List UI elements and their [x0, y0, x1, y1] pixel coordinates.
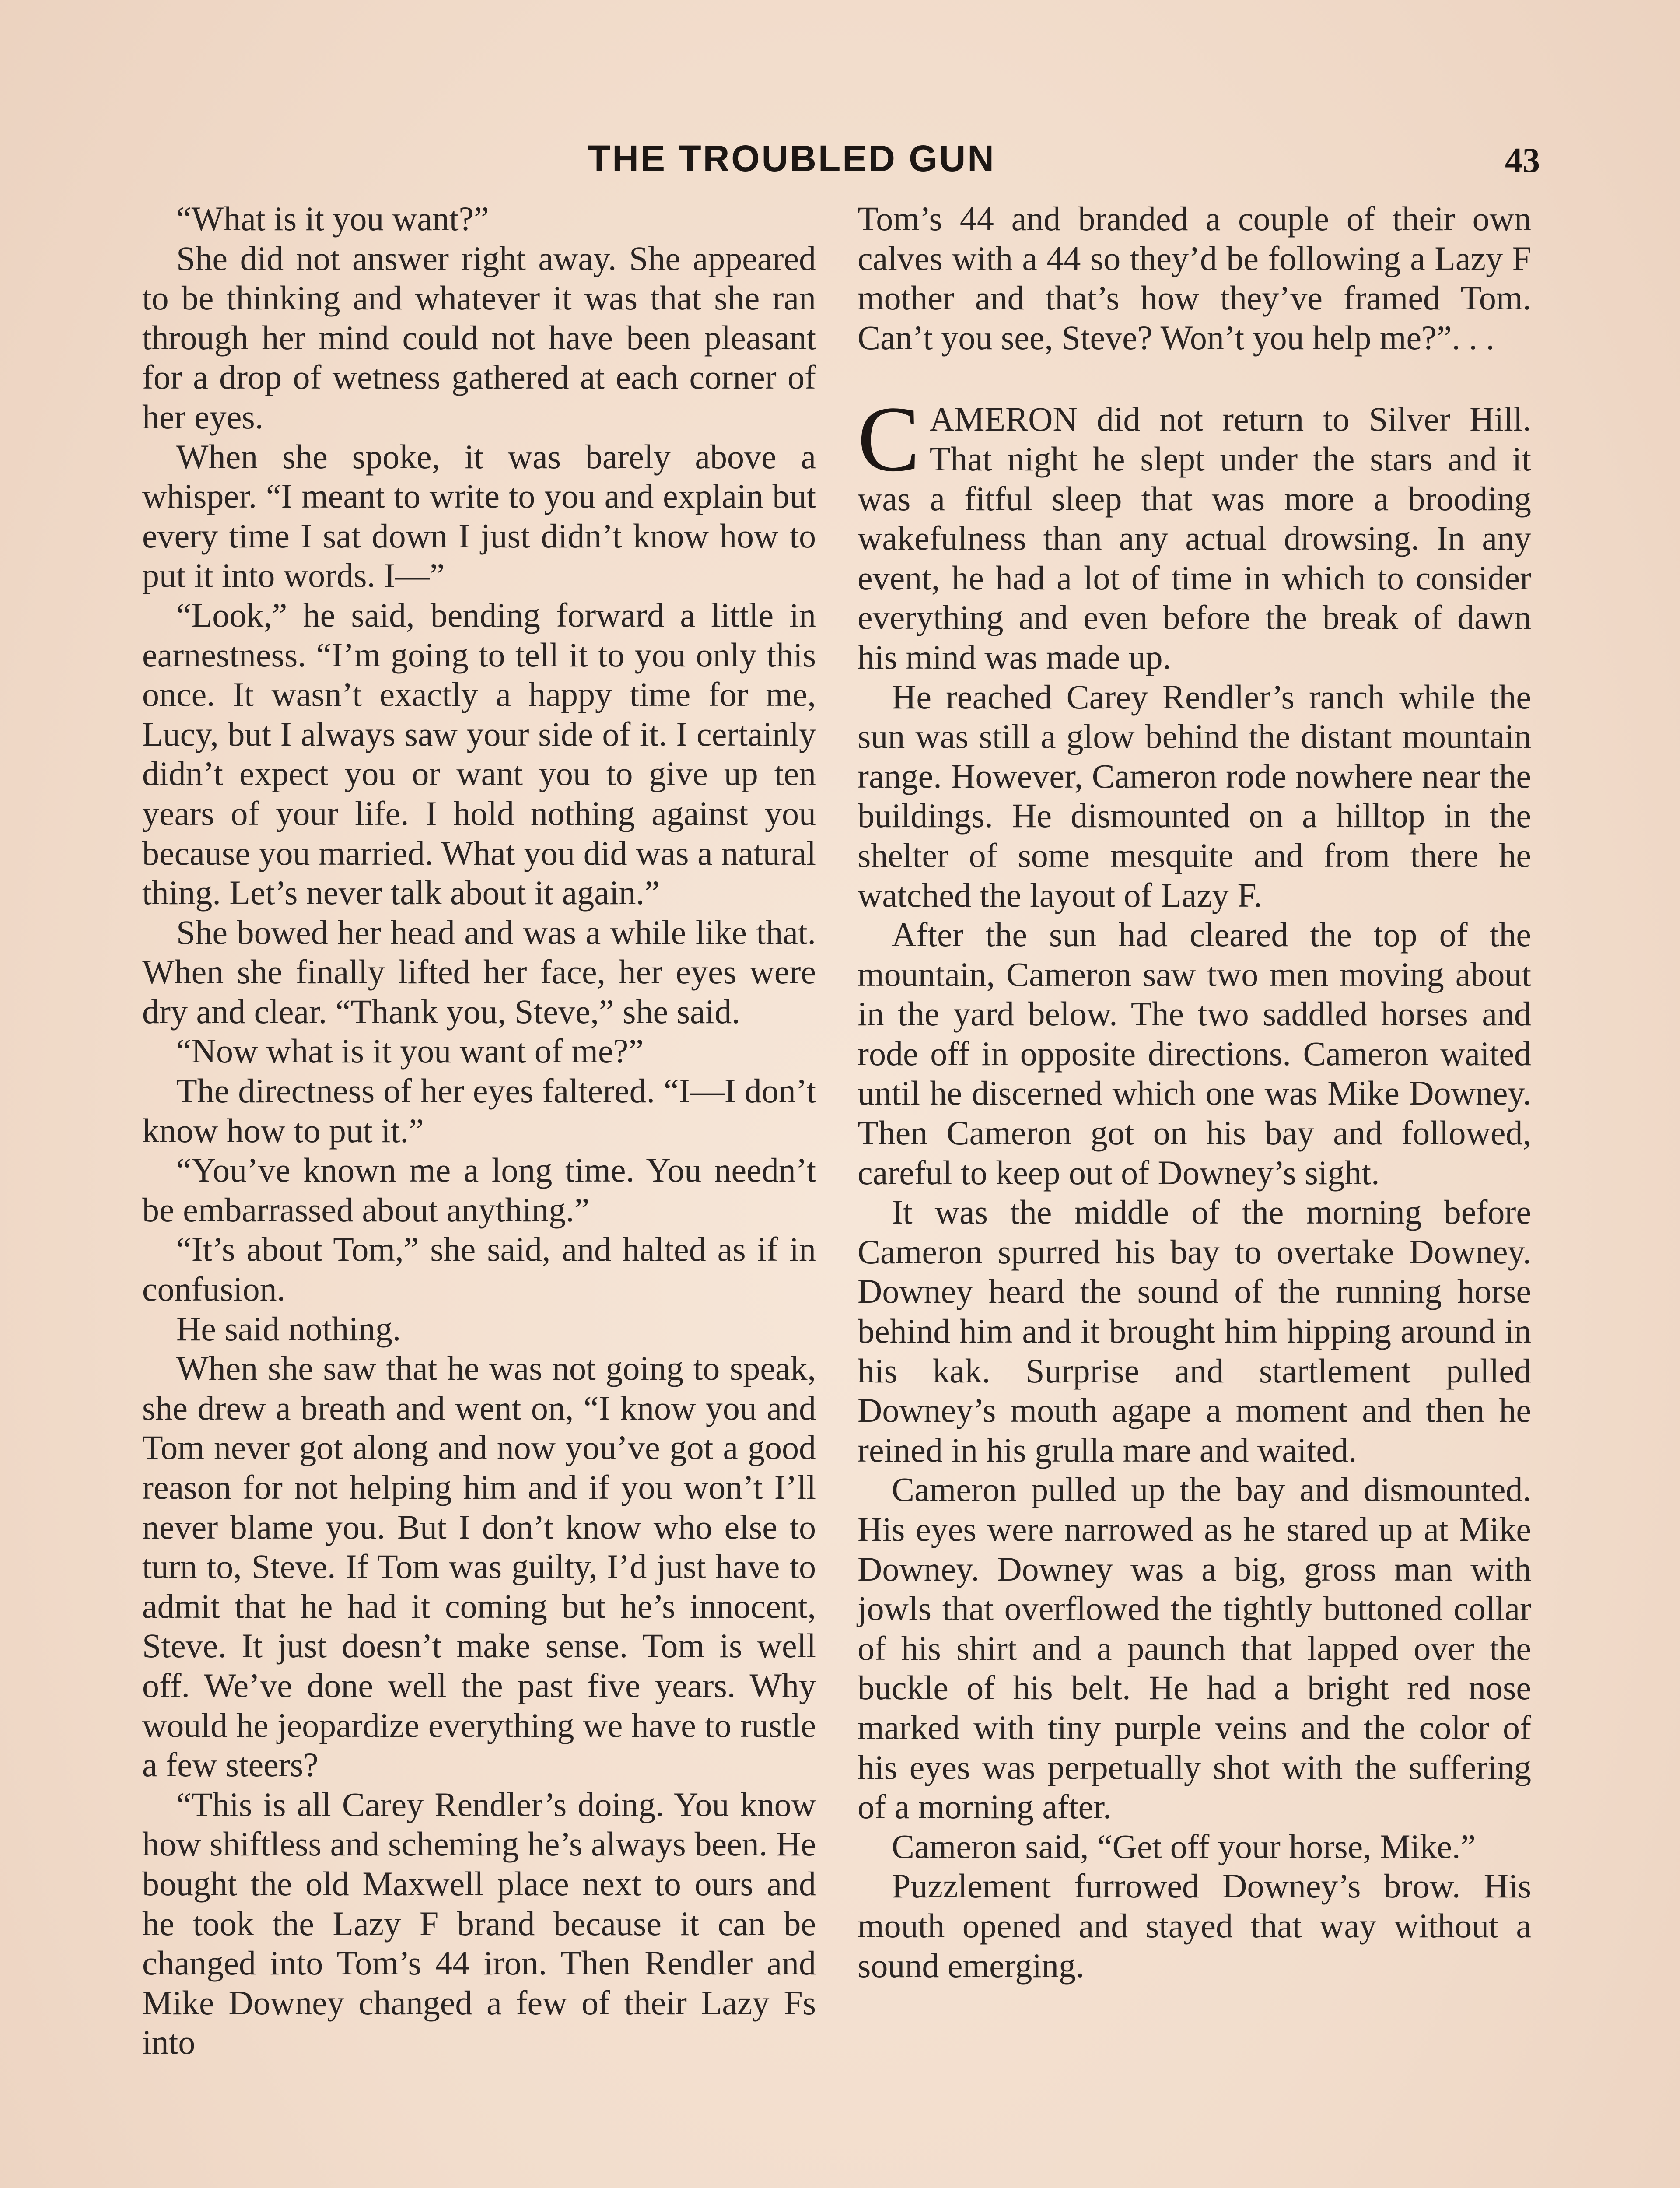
paragraph: “What is it you want?” [176, 200, 489, 238]
drop-cap: C [858, 387, 920, 491]
paragraph: “This is all Carey Rendler’s doing. You know how shiftless and scheming he’s always been. He bought the old Maxwell place next to ours and he took the Lazy F brand because it can be changed into Tom’s 44 iron. Then Rendler and Mike Downey changed a few of their Lazy Fs into [142, 1785, 816, 2062]
paragraph: Puzzlement furrowed Downey’s brow. His mouth opened and stayed that way without a sound emerging. [858, 1867, 1531, 1985]
paragraph: “You’ve known me a long time. You needn’t be embarrassed about anything.” [142, 1151, 816, 1229]
section-opening-paragraph [858, 387, 1531, 677]
paragraph: Cameron said, “Get off your horse, Mike.” [892, 1827, 1476, 1865]
paragraph: Cameron pulled up the bay and dismounted. His eyes were narrowed as he stared up at Mike Downey. Downey was a big, gross man with jowls that overflowed the tightly buttoned collar of his shirt and a paunch that lapped over the buckle of his belt. He had a bright red nose marked with tiny purple veins and the color of his eyes was perpetually shot with the suffering of a morning after. [858, 1470, 1531, 1826]
left-text-column [142, 199, 816, 2062]
paragraph: After the sun had cleared the top of the mountain, Cameron saw two men moving about in the yard below. The two saddled horses and rode off in opposite directions. Cameron waited until he discerned which one was Mike Downey. Then Cameron got on his bay and followed, careful to keep out of Downey’s sight. [858, 915, 1531, 1192]
paragraph: When she saw that he was not going to speak, she drew a breath and went on, “I know you and Tom never got along and now you’ve got a good reason for not helping him and if you won’t I’ll never blame you. But I don’t know who else to turn to, Steve. If Tom was guilty, I’d just have to admit that he had it coming but he’s innocent, Steve. It just doesn’t make sense. Tom is well off. We’ve done well the past five years. Why would he jeopardize everything we have to rustle a few steers? [142, 1349, 816, 1784]
right-text-column [858, 199, 1531, 1985]
paragraph: She did not answer right away. She appeared to be thinking and whatever it was that she ran through her mind could not have been pleasant for a drop of wetness gathered at each corner of her eyes. [142, 239, 816, 436]
continued-paragraph: Tom’s 44 and branded a couple of their own calves with a 44 so they’d be following a Lazy F mother and that’s how they’ve framed Tom. Can’t you see, Steve? Won’t you help me?”. . . [858, 200, 1531, 357]
opening-text: AMERON did not return to Silver Hill. That night he slept under the stars and it was a fitful sleep that was more a brooding wakefulness than any actual drowsing. In any event, he had a lot of time in which to consider everything and even before the break of dawn his mind was made up. [858, 400, 1531, 676]
paragraph: When she spoke, it was barely above a whisper. “I meant to write to you and explain but every time I sat down I just didn’t know how to put it into words. I—” [142, 437, 816, 595]
page-header [149, 131, 1540, 184]
paragraph: He said nothing. [176, 1309, 401, 1348]
paragraph: It was the middle of the morning before Cameron spurred his bay to overtake Downey. Downey heard the sound of the running horse behind him and it brought him hipping around in his kak. Surprise and startlement pulled Downey’s mouth agape a moment and then he reined in his grulla mare and waited. [858, 1193, 1531, 1469]
paragraph: The directness of her eyes faltered. “I—I don’t know how to put it.” [142, 1072, 816, 1150]
running-title: THE TROUBLED GUN [588, 138, 996, 179]
paragraph: “It’s about Tom,” she said, and halted as if in confusion. [142, 1230, 816, 1308]
paragraph: He reached Carey Rendler’s ranch while the sun was still a glow behind the distant mountain range. However, Cameron rode nowhere near the buildings. He dismounted on a hilltop in the shelter of some mesquite and from there he watched the layout of Lazy F. [858, 677, 1531, 914]
paragraph: “Now what is it you want of me?” [176, 1032, 644, 1070]
paragraph: “Look,” he said, bending forward a little in earnestness. “I’m going to tell it to you only this once. It wasn’t exactly a happy time for me, Lucy, but I always saw your side of it. I certainly didn’t expect you or want you to give up ten years of your life. I hold nothing against you because you married. What you did was a natural thing. Let’s never talk about it again.” [142, 596, 816, 912]
paragraph: She bowed her head and was a while like that. When she finally lifted her face, her eyes were dry and clear. “Thank you, Steve,” she said. [142, 913, 816, 1031]
section-break [858, 358, 1531, 400]
page-number: 43 [1505, 141, 1540, 180]
